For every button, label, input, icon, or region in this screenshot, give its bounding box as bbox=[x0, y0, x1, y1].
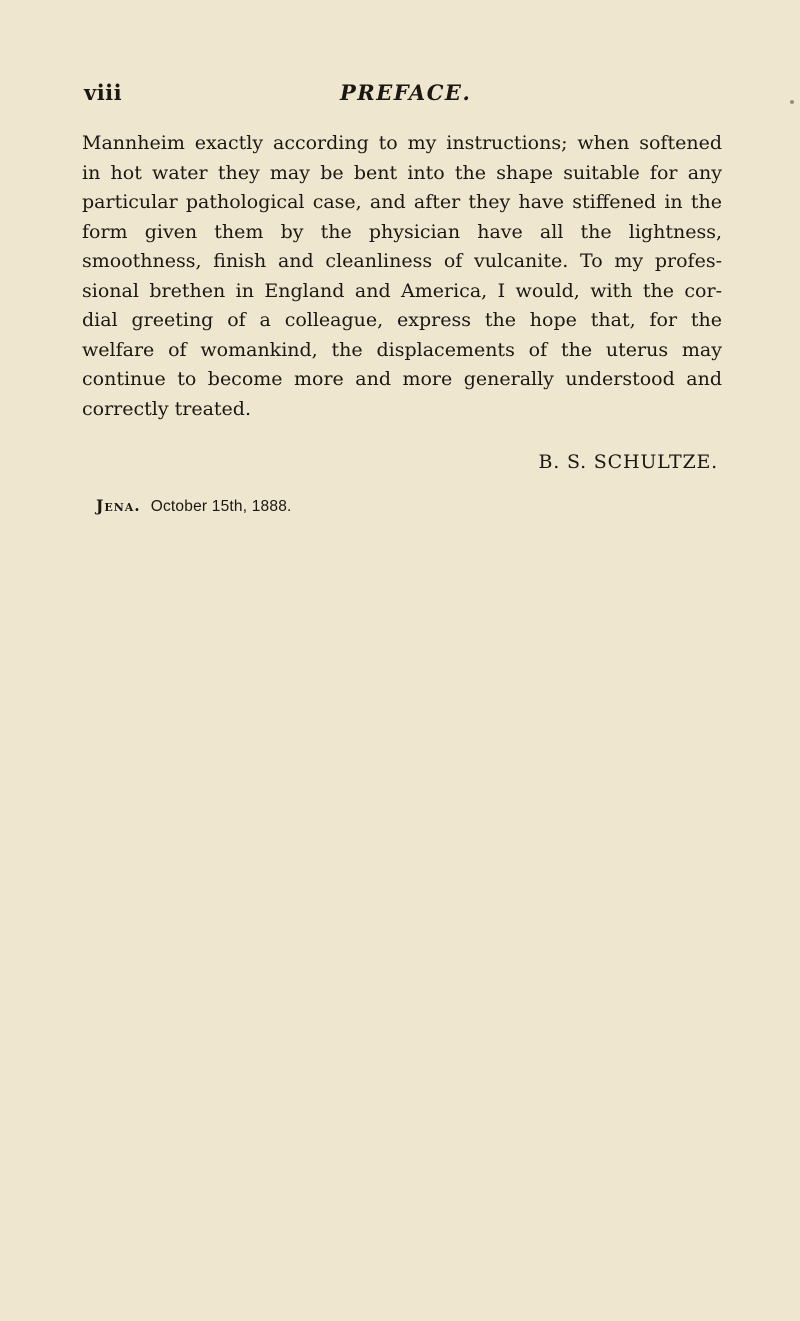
running-head bbox=[84, 80, 724, 110]
text-line: particular pathological case, and after they have stiffened in the bbox=[82, 191, 722, 213]
paper-speck bbox=[790, 100, 794, 104]
text-line: smoothness, finish and cleanliness of vulcanite. To my profes- bbox=[82, 250, 722, 272]
dateline-place: Jena. bbox=[96, 496, 141, 515]
text-line: welfare of womankind, the displacements of the uterus may bbox=[82, 338, 722, 361]
text-line: in hot water they may be bent into the shape suitable for any bbox=[82, 161, 722, 184]
dateline bbox=[96, 496, 292, 516]
text-line: Mannheim exactly according to my instructions; when softened bbox=[82, 132, 722, 154]
text-line: correctly treated. bbox=[82, 397, 251, 420]
running-head-title: PREFACE. bbox=[340, 80, 472, 105]
page-number: viii bbox=[84, 80, 123, 105]
text-line: dial greeting of a colleague, express the hope that, for the bbox=[82, 309, 722, 331]
text-line: continue to become more and more generally understood and bbox=[82, 368, 722, 390]
author-signature: B. S. SCHULTZE. bbox=[538, 451, 718, 473]
text-line: sional brethen in England and America, I would, with the cor- bbox=[82, 279, 722, 302]
preface-paragraph bbox=[82, 129, 722, 424]
text-line: form given them by the physician have all the lightness, bbox=[82, 220, 722, 243]
dateline-date: October 15th, 1888. bbox=[150, 498, 292, 515]
